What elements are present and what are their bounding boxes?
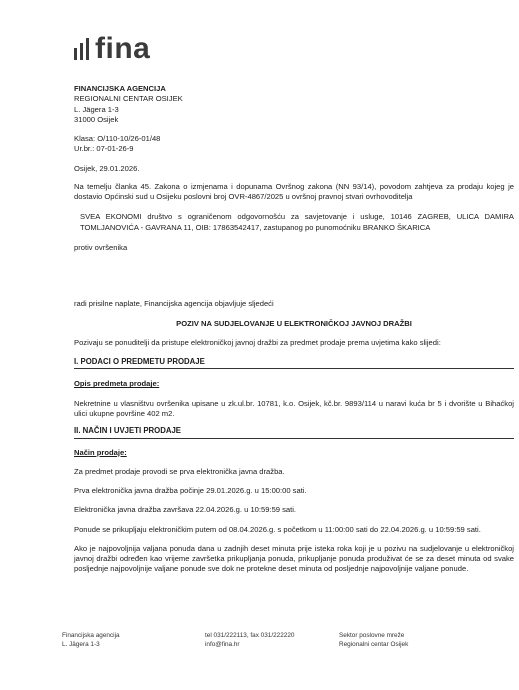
notice-heading: POZIV NA SUDJELOVANJE U ELEKTRONIČKOJ JAVNOJ DRAŽBI	[176, 319, 412, 329]
document-body	[74, 84, 514, 575]
footer-contact	[205, 632, 294, 649]
extension-rule-text: Ako je najpovoljnija valjana ponuda dana u zadnjih deset minuta prije isteka roka koji je u pozivu na sudjelovanje u elektroničkoj javnoj dražbi određen kao vrijeme završetka prikupljanja ponuda, prikupljanje ponuda produživat će se za deset minuta od svake posljednje najpovoljnije valjane ponude sve dok ne protekne deset minuta od posljednje najpovoljnije valjane ponude.	[74, 543, 514, 574]
footer-phone: tel 031/222113, fax 031/222220	[205, 632, 295, 639]
property-description: Nekretnine u vlasništvu ovršenika upisane u zk.ul.br. 10781, k.o. Osijek, kč.br. 9893/114 u naravi kuća br 5 i dvorište u Bihaćkoj ulici ukupne površine 402 m2.	[74, 398, 514, 418]
against-line: protiv ovršenika	[74, 242, 128, 252]
urbr-ref: Ur.br.: 07-01-26-9	[74, 144, 134, 154]
klasa-ref: Klasa: O/110-10/26-01/48	[74, 134, 161, 143]
offer-collection-text: Ponude se prikupljaju elektroničkim putem od 08.04.2026.g. s početkom u 11:00:00 sati do 22.04.2026.g. u 10:59:59 sati.	[74, 524, 481, 534]
footer-regional-centre: Regionalni centar Osijek	[339, 640, 409, 648]
section-2-title: II. NAČIN I UVJETI PRODAJE	[74, 426, 514, 439]
invite-paragraph: Pozivaju se ponuditelji da pristupe elektroničkoj javnoj dražbi za predmet prodaje prema uvjetima kako slijedi:	[74, 337, 441, 347]
auction-start-text: Prva elektronička javna dražba počinje 29.01.2026.g. u 15:00:00 sati.	[74, 486, 307, 496]
purpose-line: radi prisilne naplate, Financijska agencija objavljuje sljedeći	[74, 299, 274, 308]
footer-org: Financijska agencija	[62, 632, 120, 639]
footer-sector-name: Sektor poslovne mreže	[339, 632, 405, 639]
section-1-title: I. PODACI O PREDMETU PRODAJE	[74, 357, 514, 370]
footer-sector	[339, 632, 408, 649]
sale-method-text: Za predmet prodaje provodi se prva elektronička javna dražba.	[74, 466, 285, 476]
footer-email: info@fina.hr	[205, 640, 240, 648]
fina-logo	[74, 34, 150, 64]
auction-end-text: Elektronička javna dražba završava 22.04.2026.g. u 10:59:59 sati.	[74, 505, 297, 515]
logo-text: fina	[95, 32, 151, 65]
creditor-paragraph: SVEA EKONOMI društvo s ograničenom odgovornošću za savjetovanje i usluge, 10146 ZAGREB, ULICA DAMIRA TOMLJANOVIĆA - GAVRANA 11, OIB: 17863542417, zastupanog po punomoćniku BRANKO ŠKARICA	[80, 212, 514, 232]
footer-street: L. Jägera 1-3	[62, 640, 100, 648]
sender-centre: REGIONALNI CENTAR OSIJEK	[74, 94, 183, 104]
footer-address	[62, 632, 120, 649]
sender-city: 31000 Osijek	[74, 114, 119, 124]
intro-paragraph: Na temelju članka 45. Zakona o izmjenama i dopunama Ovršnog zakona (NN 93/14), povodom zahtjeva za prodaju kojeg je dostavio Općinski sud u Osijeku poslovni broj OVR-4867/2025 u ovršnoj pravnoj stvari ovrhovoditelja	[74, 181, 514, 201]
sender-street: L. Jägera 1-3	[74, 104, 119, 114]
document-date: Osijek, 29.01.2026.	[74, 163, 140, 173]
section-2-subtitle: Način prodaje:	[74, 447, 127, 457]
reference-block	[74, 134, 514, 155]
sender-org: FINANCIJSKA AGENCIJA	[74, 84, 166, 93]
section-1-subtitle: Opis predmeta prodaje:	[74, 379, 160, 389]
logo-bars-icon	[74, 38, 89, 60]
sender-block	[74, 84, 514, 125]
